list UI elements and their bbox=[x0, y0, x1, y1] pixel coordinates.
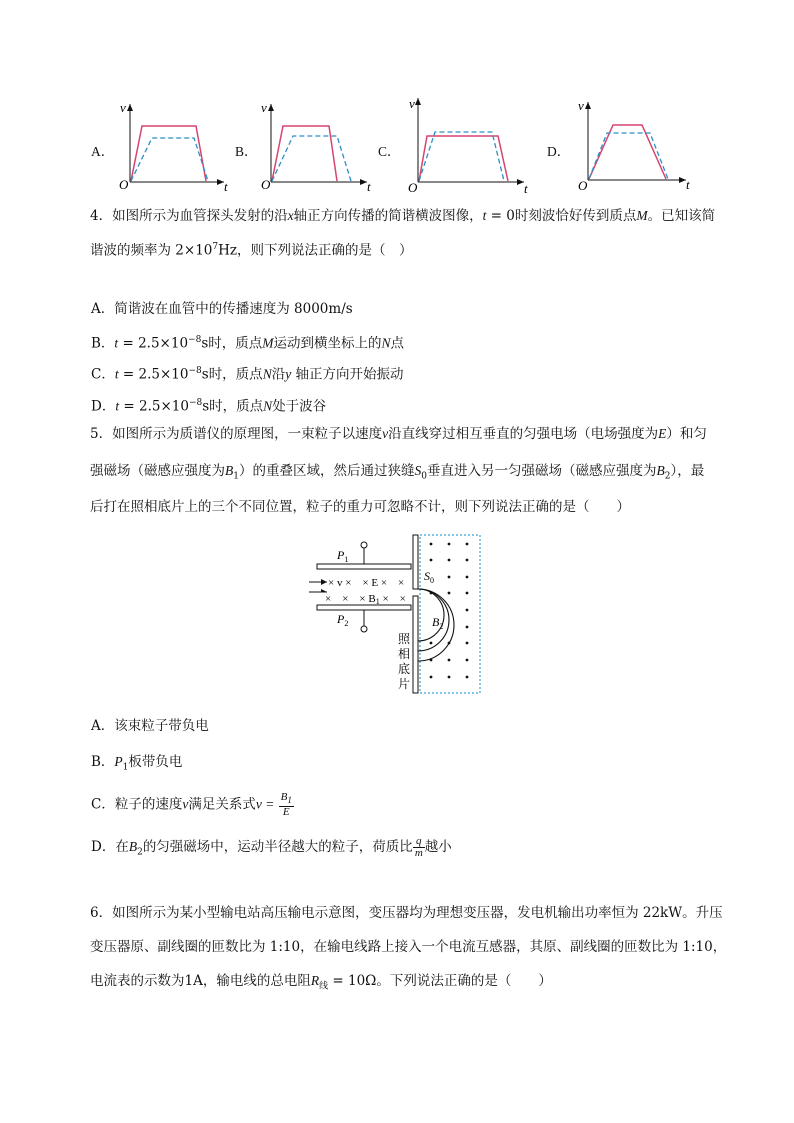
origin-label: O bbox=[119, 177, 129, 192]
q5-option-b: B．$P_1$板带负电 bbox=[91, 754, 183, 773]
fraction-b1-over-e: $\frac{B_1}{E}$ bbox=[280, 791, 292, 819]
q5-stem-line3: 后打在照相底片上的三个不同位置，粒子的重力可忽略不计，则下列说法正确的是（ ） bbox=[90, 499, 630, 515]
magnetic-field-region bbox=[420, 535, 480, 693]
s0-label: $S_0$ bbox=[424, 569, 434, 585]
svg-text:v: v bbox=[261, 100, 267, 115]
svg-text:t: t bbox=[686, 177, 690, 192]
vt-graph-d bbox=[572, 98, 697, 193]
field-dots bbox=[430, 543, 469, 679]
svg-text:O: O bbox=[408, 180, 418, 194]
q5-option-a: A．该束粒子带负电 bbox=[91, 718, 209, 734]
option-label: B． bbox=[235, 144, 258, 159]
film-label-1: 照 bbox=[398, 632, 411, 646]
svg-text:v: v bbox=[409, 96, 415, 111]
vt-graph-b bbox=[255, 98, 380, 193]
t-axis-label: t bbox=[224, 179, 228, 193]
q4-option-a: A．简谐波在血管中的传播速度为 8000m/s bbox=[91, 301, 353, 317]
q5-option-c: C．粒子的速度v满足关系式v = $\frac{B_1}{E}$ bbox=[91, 791, 292, 819]
p1-label: $P_1$ bbox=[337, 548, 349, 564]
p2-label: $P_2$ bbox=[337, 612, 349, 628]
dashed-curve bbox=[131, 138, 208, 181]
option-label: A． bbox=[91, 144, 115, 159]
svg-text:t: t bbox=[524, 181, 528, 194]
q5-stem-line2: 强磁场（磁感应强度为$B_1$）的重叠区域，然后通过狭缝$S_0$垂直进入另一匀强磁场（磁感应强度为$B_2$），最 bbox=[90, 463, 705, 482]
svg-text:v: v bbox=[578, 98, 584, 113]
svg-text:× v × × E × ×: × v × × E × × bbox=[328, 577, 405, 589]
q5-stem-line1: 5．如图所示为质谱仪的原理图，一束粒子以速度v沿直线穿过相互垂直的匀强电场（电场强度为E）和匀 bbox=[90, 426, 707, 442]
fraction-q-over-m: $\frac{q}{m}$ bbox=[414, 835, 423, 859]
q4-stem-line2: 谐波的频率为 $2\times 10^7Hz$，则下列说法正确的是（ ） bbox=[90, 242, 413, 259]
mass-spectrometer-diagram bbox=[305, 530, 495, 700]
q6-stem-line1: 6．如图所示为某小型输电站高压输电示意图，变压器均为理想变压器，发电机输出功率恒为 22kW。升压 bbox=[90, 905, 723, 921]
film-label-4: 片 bbox=[398, 677, 411, 691]
v-axis-label: v bbox=[120, 100, 126, 115]
q4-stem-line1: 4．如图所示为血管探头发射的沿x轴正方向传播的简谐横波图像，t = 0时刻波恰好传到质点M。已知该简 bbox=[90, 208, 716, 224]
plate-p2 bbox=[317, 605, 411, 610]
svg-text:t: t bbox=[367, 179, 371, 193]
option-label: D． bbox=[547, 144, 571, 159]
b2-label: $B_2$ bbox=[432, 615, 444, 631]
vt-graph-c bbox=[400, 94, 535, 194]
q4-option-b: B．$t = 2.5\times 10^{-8}s$时，质点M运动到横坐标上的N点 bbox=[91, 335, 405, 352]
q5-option-d: D．在$B_2$的匀强磁场中，运动半径越大的粒子，荷质比 $\frac{q}{m}$ 越小 bbox=[91, 835, 452, 859]
vt-graph-a bbox=[112, 98, 237, 193]
q6-stem-line2: 变压器原、副线圈的匝数比为 1:10，在输电线路上接入一个电流互感器，其原、副线圈的匝数比为 1:10， bbox=[90, 939, 727, 955]
q6-stem-line3: 电流表的示数为1A，输电线的总电阻$R_线 = 10\Omega$。下列说法正确的是（ ） bbox=[90, 973, 552, 992]
film-label-3: 底 bbox=[398, 662, 411, 676]
svg-text:O: O bbox=[578, 178, 588, 193]
solid-curve bbox=[131, 126, 206, 181]
svg-text:O: O bbox=[261, 177, 271, 192]
svg-text:× × × B1 × ×: × × × B1 × × bbox=[325, 593, 406, 606]
plate-p1 bbox=[317, 564, 411, 569]
option-label: C． bbox=[378, 144, 401, 159]
q4-option-c: C．$t = 2.5\times 10^{-8}s$时，质点N沿y 轴正方向开始振动 bbox=[91, 366, 404, 383]
q4-option-d: D．$t = 2.5\times 10^{-8}s$时，质点N处于波谷 bbox=[91, 398, 327, 415]
film-label-2: 相 bbox=[398, 647, 411, 661]
